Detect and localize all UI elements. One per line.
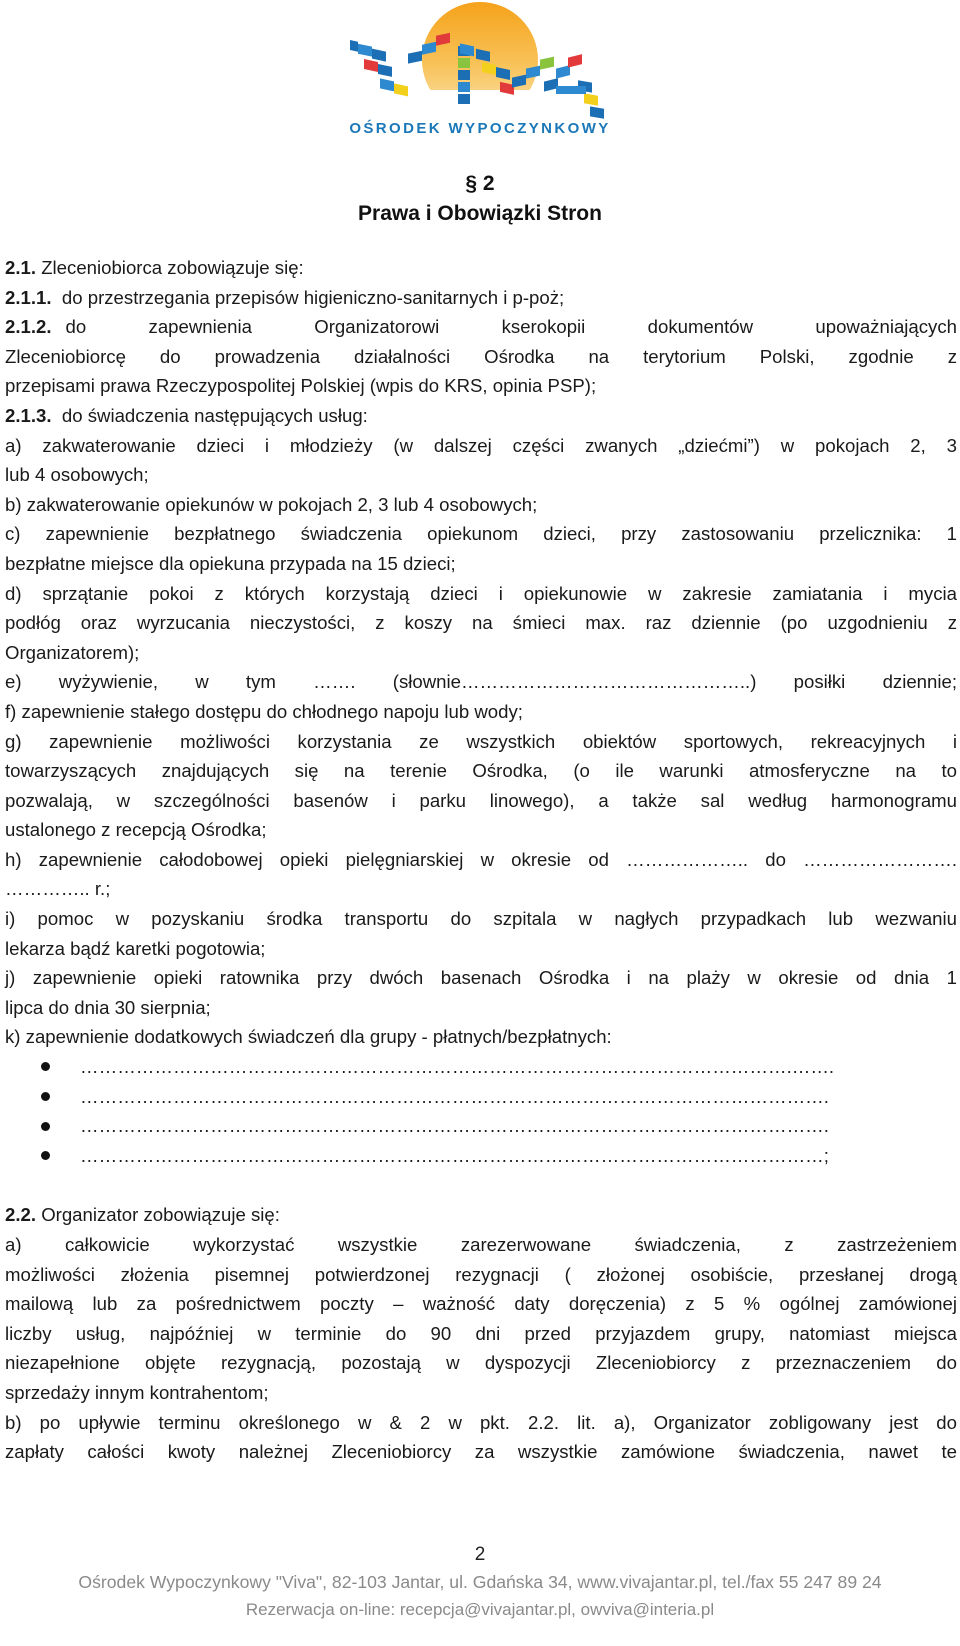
clause-2-2 bbox=[5, 1200, 957, 1230]
text-line: a) zakwaterowanie dzieci i młodzieży (w dalszej części zwanych „dziećmi”) w pokojach 2, 3 bbox=[5, 434, 957, 456]
text-line: niezapełnione objęte rezygnacją, pozostają w dyspozycji Zleceniobiorcy z przeznaczeniem do bbox=[5, 1352, 957, 1374]
text-line: liczby usług, najpóźniej w terminie do 90 dni przed przyjazdem grupy, natomiast miejsca bbox=[5, 1322, 957, 1344]
text-line: f) zapewnienie stałego dostępu do chłodnego napoju lub wody; bbox=[5, 700, 523, 722]
text-line: ………….. r.; bbox=[5, 878, 111, 900]
text-line: c) zapewnienie bezpłatnego świadczenia opiekunom dzieci, przy zastosowaniu przelicznika: 1 bbox=[5, 523, 957, 545]
text-line: ustalonego z recepcją Ośrodka; bbox=[5, 819, 267, 841]
text-line: Organizatorem); bbox=[5, 641, 140, 663]
clause-text: do przestrzegania przepisów higieniczno-sanitarnych i p-poż; bbox=[61, 286, 565, 308]
bullet-text: …………………………………………………………………………………………………….……. bbox=[80, 1056, 835, 1078]
text-line: towarzyszących znajdujących się na terenie Ośrodka, (o ile warunki atmosferyczne na to bbox=[5, 760, 957, 782]
text-line: sprzedaży innym kontrahentom; bbox=[5, 1381, 269, 1403]
bullet-text: …………………………………………………………………………………………………………. bbox=[80, 1085, 829, 1107]
bullet-icon bbox=[41, 1122, 50, 1131]
text-line: lub 4 osobowych; bbox=[5, 464, 149, 486]
clause-2-1-1 bbox=[5, 283, 957, 313]
text-line: b) po upływie terminu określonego w & 2 w pkt. 2.2. lit. a), Organizator zobligowany jest do bbox=[5, 1411, 957, 1433]
text-line: d) sprzątanie pokoi z których korzystają dzieci i opiekunowie w zakresie zamiatania i mycia bbox=[5, 582, 957, 604]
text-line: b) zakwaterowanie opiekunów w pokojach 2, 3 lub 4 osobowych; bbox=[5, 493, 538, 515]
bullet-item bbox=[5, 1082, 957, 1112]
clause-number: 2.2. bbox=[5, 1204, 37, 1226]
text-line: zapłaty całości kwoty należnej Zleceniobiorcy za wszystkie zamówione świadczenia, nawet te bbox=[5, 1441, 957, 1463]
text-line: lipca do dnia 30 sierpnia; bbox=[5, 996, 211, 1018]
clause-text: Zleceniobiorca zobowiązuje się: bbox=[41, 257, 304, 278]
bullet-icon bbox=[41, 1092, 50, 1101]
text-line: lekarza bądź karetki pogotowia; bbox=[5, 937, 266, 959]
text-line: k) zapewnienie dodatkowych świadczeń dla grupy - płatnych/bezpłatnych: bbox=[5, 1026, 612, 1048]
clause-2-1 bbox=[5, 253, 957, 283]
clause-2-1-2 bbox=[5, 312, 957, 342]
text-line: Zleceniobiorcę do prowadzenia działalności Ośrodka na terytorium Polski, zgodnie z bbox=[5, 345, 957, 367]
clause-number: 2.1. bbox=[5, 257, 37, 278]
bullet-text: …………………………………………………………………………………………………………; bbox=[80, 1144, 829, 1166]
text-line: podłóg oraz wyrzucania nieczystości, z koszy na śmieci max. raz dziennie (po uzgodnieniu z bbox=[5, 612, 957, 634]
text-line: mailową lub za pośrednictwem poczty – ważność daty doręczenia) z 5 % ogólnej zamówionej bbox=[5, 1293, 957, 1315]
clause-text: Organizator zobowiązuje się: bbox=[41, 1204, 280, 1226]
text-line: i) pomoc w pozyskaniu środka transportu do szpitala w nagłych przypadkach lub wezwaniu bbox=[5, 908, 957, 930]
bullet-text: …………………………………………………………………………………………………………. bbox=[80, 1115, 829, 1137]
bullet-item bbox=[5, 1111, 957, 1141]
page-number: 2 bbox=[474, 1544, 486, 1565]
text-line: możliwości złożenia pisemnej potwierdzonej rezygnacji ( złożonej osobiście, przesłanej drogą bbox=[5, 1263, 957, 1285]
bullet-item bbox=[5, 1052, 957, 1082]
text-line: g) zapewnienie możliwości korzystania ze wszystkich obiektów sportowych, rekreacyjnych i bbox=[5, 730, 957, 752]
clause-text: do świadczenia następujących usług: bbox=[61, 404, 368, 426]
clause-number: 2.1.3. bbox=[5, 404, 52, 426]
text-line: h) zapewnienie całodobowej opieki pielęgniarskiej w okresie od ……………….. do ……………………. bbox=[5, 848, 957, 870]
text-line: j) zapewnienie opieki ratownika przy dwóch basenach Ośrodka i na plaży w okresie od dnia 1 bbox=[5, 967, 957, 989]
bullet-icon bbox=[41, 1151, 50, 1160]
text-line: bezpłatne miejsce dla opiekuna przypada na 15 dzieci; bbox=[5, 552, 456, 574]
bullet-icon bbox=[41, 1062, 50, 1071]
clause-number: 2.1.2. bbox=[5, 316, 52, 338]
text-line: a) całkowicie wykorzystać wszystkie zarezerwowane świadczenia, z zastrzeżeniem bbox=[5, 1234, 957, 1255]
section-number: § 2 bbox=[465, 172, 495, 195]
text-line: e) wyżywienie, w tym ……. (słownie………………………………………..) posiłki dziennie; bbox=[5, 671, 957, 693]
clause-2-1-3 bbox=[5, 401, 957, 431]
text-line: przepisami prawa Rzeczypospolitej Polskiej (wpis do KRS, opinia PSP); bbox=[5, 375, 597, 397]
bullet-item bbox=[5, 1141, 957, 1171]
clause-text: do zapewnienia Organizatorowi kserokopii dokumentów upoważniających bbox=[65, 316, 957, 338]
clause-number: 2.1.1. bbox=[5, 286, 52, 308]
document-body bbox=[5, 253, 957, 1467]
footer-contact: Ośrodek Wypoczynkowy "Viva", 82-103 Jantar, ul. Gdańska 34, www.vivajantar.pl, tel./fax 55 247 89 24 bbox=[78, 1572, 882, 1592]
footer-reservation: Rezerwacja on-line: recepcja@vivajantar.pl, owviva@interia.pl bbox=[245, 1600, 715, 1619]
section-title: Prawa i Obowiązki Stron bbox=[358, 202, 602, 225]
text-line: pozwalają, w szczególności basenów i parku linowego), a także sal według harmonogramu bbox=[5, 789, 957, 811]
logo-text: OŚRODEK WYPOCZYNKOWY bbox=[349, 120, 611, 137]
